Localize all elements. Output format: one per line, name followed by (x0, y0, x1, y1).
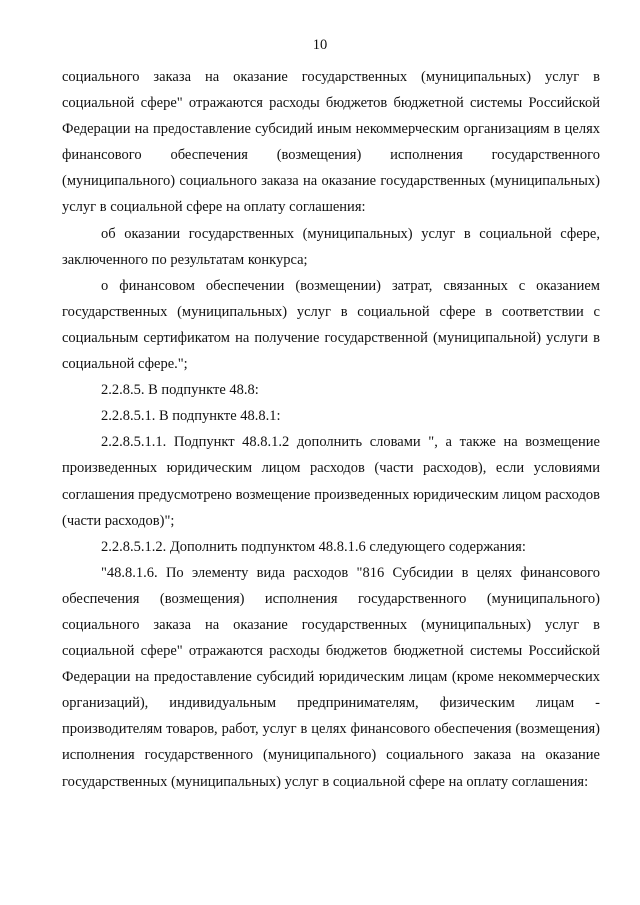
paragraph-clause-48-8-1-6: "48.8.1.6. По элементу вида расходов "816 Субсидии в целях финансового обеспечения (возмещения) исполнения государственного (муниципального) социального заказа на оказание государственных (муниципальных) услуг в социальной сфере" отражаются расходы бюджетов бюджетной системы Российской Федерации на предоставление субсидий юридическим лицам (кроме некоммерческих организаций), индивидуальным предпринимателям, физическим лицам - производителям товаров, работ, услуг в целях финансового обеспечения (возмещения) исполнения государственного (муниципального) социального заказа на оказание государственных (муниципальных) услуг в социальной сфере на оплату соглашения: (62, 564, 600, 790)
paragraph-clause-2-2-8-5-1-1: 2.2.8.5.1.1. Подпункт 48.8.1.2 дополнить словами ", а также на возмещение произведенных юридическим лицом расходов (части расходов), если условиями соглашения предусмотрено возмещение произведенных юридическим лицом расходов (части расходов)"; (62, 434, 600, 529)
paragraph-continuation: социального заказа на оказание государственных (муниципальных) услуг в социальной сфере" отражаются расходы бюджетов бюджетной системы Российской Федерации на предоставление субсидий иным некоммерческим организациям в целях финансового обеспечения (возмещения) исполнения государственного (муниципального) социального заказа на оказание государственных (муниципальных) услуг в социальной сфере на оплату соглашения: (62, 69, 600, 216)
paragraph-agreement-contest: об оказании государственных (муниципальных) услуг в социальной сфере, заключенного по результатам конкурса; (62, 225, 600, 268)
paragraph-clause-2-2-8-5-1-2: 2.2.8.5.1.2. Дополнить подпунктом 48.8.1.6 следующего содержания: (101, 538, 526, 555)
paragraph-clause-2-2-8-5-1: 2.2.8.5.1. В подпункте 48.8.1: (101, 408, 281, 425)
page-number: 10 (312, 37, 328, 53)
document-body (62, 64, 600, 795)
paragraph-agreement-certificate: о финансовом обеспечении (возмещении) затрат, связанных с оказанием государственных (муниципальных) услуг в социальной сфере в соответствии с социальным сертификатом на получение государственной (муниципальной) услуги в социальной сфере."; (62, 277, 600, 373)
paragraph-clause-2-2-8-5: 2.2.8.5. В подпункте 48.8: (101, 382, 259, 399)
